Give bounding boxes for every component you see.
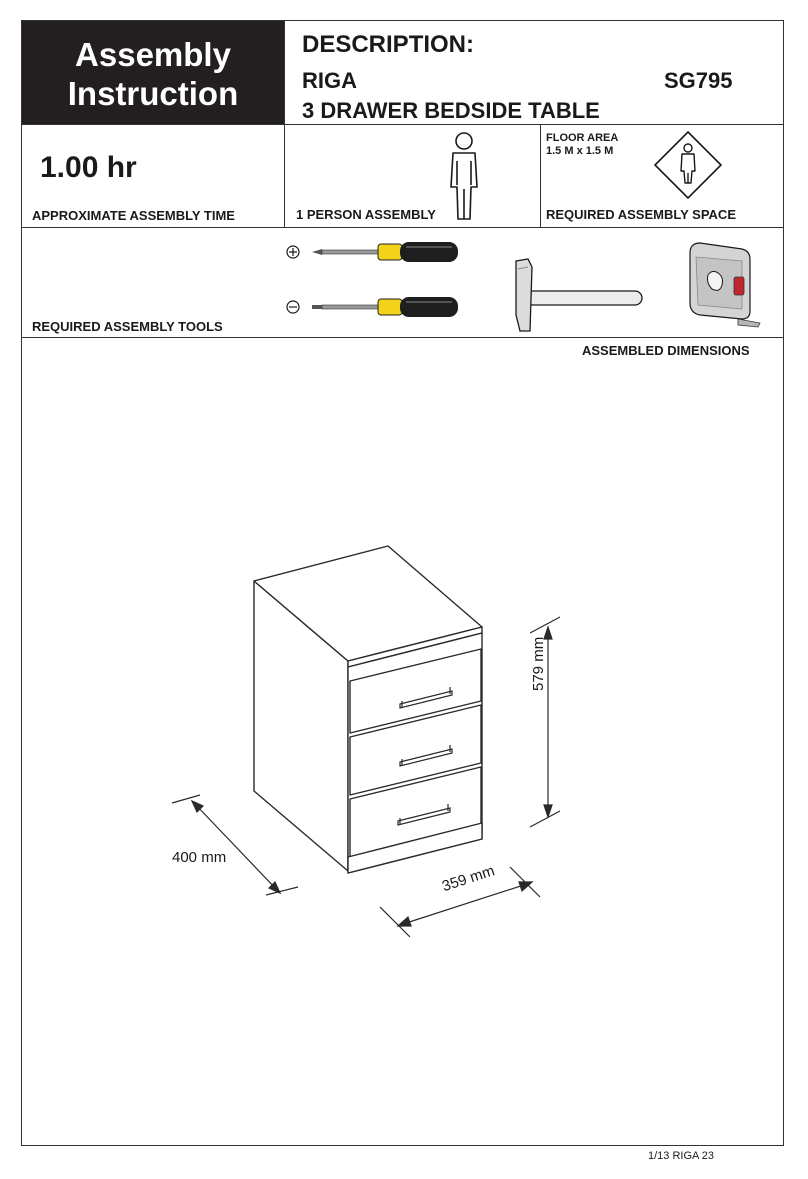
assembly-time-value: 1.00 hr [40,151,137,184]
product-code: SG795 [664,68,733,93]
assembly-space-label: REQUIRED ASSEMBLY SPACE [546,207,736,222]
width-dimension-label: 359 mm [440,862,497,896]
assembled-dimensions-label: ASSEMBLED DIMENSIONS [582,343,750,358]
bedside-table-drawing [22,21,783,1145]
floor-area-value: 1.5 M x 1.5 M [546,145,614,157]
tools-label: REQUIRED ASSEMBLY TOOLS [32,319,223,334]
product-name: RIGA [302,68,357,93]
height-dimension-label: 579 mm [530,636,547,691]
instruction-sheet [21,20,784,1146]
assembly-time-label: APPROXIMATE ASSEMBLY TIME [32,208,235,223]
floor-area-label: FLOOR AREA [546,132,619,144]
description-label: DESCRIPTION: [302,31,475,58]
person-assembly-label: 1 PERSON ASSEMBLY [296,207,436,222]
product-type: 3 DRAWER BEDSIDE TABLE [302,98,600,123]
depth-dimension-label: 400 mm [172,849,227,866]
title-line-2: Instruction [67,75,239,112]
title-line-1: Assembly [75,36,231,73]
page-footer: 1/13 RIGA 23 [648,1150,715,1162]
